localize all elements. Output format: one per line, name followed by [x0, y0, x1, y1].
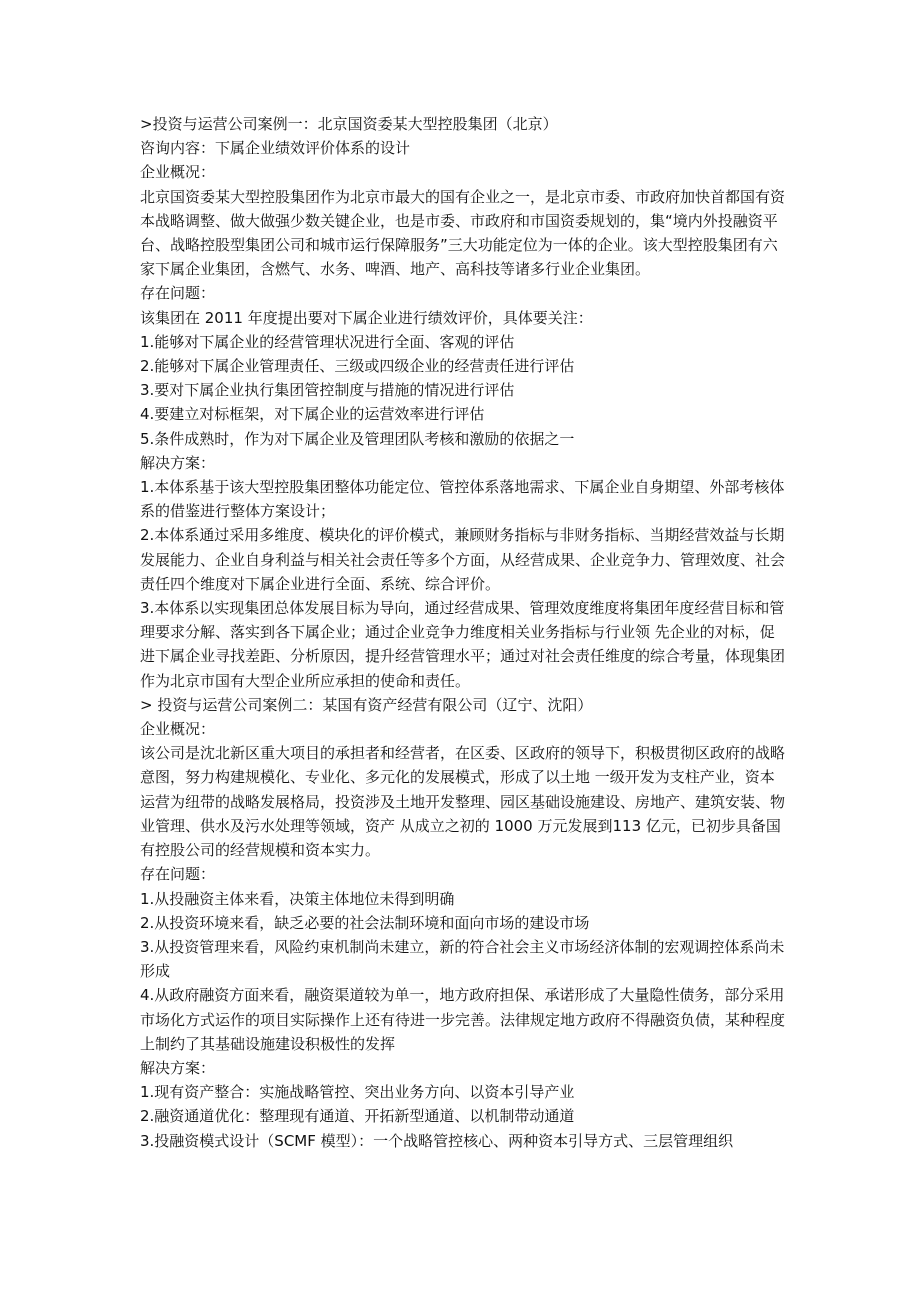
case1-overview-label: 企业概况：: [140, 163, 216, 182]
case1-solution-2: 2.本体系通过采用多维度、模块化的评价模式，兼顾财务指标与非财务指标、当期经营效益与长期发展能力、企业自身利益与相关社会责任等多个方面，从经营成果、企业竞争力、管理效度、社会责任四个维度对下属企业进行全面、系统、综合评价。: [140, 526, 786, 593]
case1-solution-label: 解决方案：: [140, 453, 216, 472]
case1-solution-1: 1.本体系基于该大型控股集团整体功能定位、管控体系落地需求、下属企业自身期望、外部考核体系的借鉴进行整体方案设计；: [140, 478, 785, 521]
case2-problem-1: 1.从投融资主体来看，决策主体地位未得到明确: [140, 889, 455, 908]
case1-problem-1: 1.能够对下属企业的经营管理状况进行全面、客观的评估: [140, 332, 515, 351]
case1-problem-2: 2.能够对下属企业管理责任、三级或四级企业的经营责任进行评估: [140, 357, 575, 376]
case1-overview-text: 北京国资委某大型控股集团作为北京市最大的国有企业之一，是北京市委、市政府加快首都国有资本战略调整、做大做强少数关键企业，也是市委、市政府和市国资委规划的，集“境内外投融资平台、战略控股型集团公司和城市运行保障服务”三大功能定位为一体的企业。该大型控股集团有六家下属企业集团，含燃气、水务、啤酒、地产、高科技等诸多行业企业集团。: [140, 187, 786, 279]
case1-heading: >投资与运营公司案例一：北京国资委某大型控股集团（北京）: [140, 115, 558, 133]
document-body: [140, 112, 788, 1153]
case2-solution-3: 3.投融资模式设计（SCMF 模型）：一个战略管控核心、两种资本引导方式、三层管理组织: [140, 1131, 734, 1150]
case2-problems-label: 存在问题：: [140, 865, 216, 884]
case1-problems-label: 存在问题：: [140, 284, 216, 303]
case2-solution-label: 解决方案：: [140, 1058, 216, 1077]
case2-solution-2: 2.融资通道优化：整理现有通道、开拓新型通道、以机制带动通道: [140, 1107, 575, 1126]
case1-problem-3: 3.要对下属企业执行集团管控制度与措施的情况进行评估: [140, 381, 515, 400]
case1-solution-3: 3.本体系以实现集团总体发展目标为导向，通过经营成果、管理效度维度将集团年度经营目标和管理要求分解、落实到各下属企业；通过企业竞争力维度相关业务指标与行业领 先企业的对标，促进下属企业寻找差距、分析原因，提升经营管理水平；通过对社会责任维度的综合考量，体现集团作为北京市国有大型企业所应承担的使命和责任。: [140, 599, 786, 690]
case2-problem-4: 4.从政府融资方面来看，融资渠道较为单一，地方政府担保、承诺形成了大量隐性债务，部分采用市场化方式运作的项目实际操作上还有待进一步完善。法律规定地方政府不得融资负债，某种程度上制约了其基础设施建设积极性的发挥: [140, 986, 786, 1053]
case2-problem-3: 3.从投资管理来看，风险约束机制尚未建立，新的符合社会主义市场经济体制的宏观调控体系尚未形成: [140, 937, 785, 981]
case1-consult-content: 咨询内容：下属企业绩效评价体系的设计: [140, 139, 411, 158]
case1-problem-5: 5.条件成熟时，作为对下属企业及管理团队考核和激励的依据之一: [140, 429, 575, 448]
case2-problem-2: 2.从投资环境来看，缺乏必要的社会法制环境和面向市场的建设市场: [140, 913, 590, 932]
case2-solution-1: 1.现有资产整合：实施战略管控、突出业务方向、以资本引导产业: [140, 1083, 575, 1102]
case1-problem-4: 4.要建立对标框架，对下属企业的运营效率进行评估: [140, 405, 485, 424]
case2-heading: > 投资与运营公司案例二：某国有资产经营有限公司（辽宁、沈阳）: [140, 695, 593, 714]
case1-problems-intro: 该集团在 2011 年度提出要对下属企业进行绩效评价，具体要关注：: [140, 308, 593, 327]
case2-overview-label: 企业概况：: [140, 720, 216, 739]
case2-overview-text: 该公司是沈北新区重大项目的承担者和经营者，在区委、区政府的领导下，积极贯彻区政府的战略意图，努力构建规模化、专业化、多元化的发展模式，形成了以土地 一级开发为支柱产业，资本运营为纽带的战略发展格局，投资涉及土地开发整理、园区基础设施建设、房地产、建筑安装、物业管理、供水及污水处理等领域，资产 从成立之初的 1000 万元发展到113 亿元，已初步具备国有控股公司的经营规模和资本实力。: [140, 744, 786, 860]
